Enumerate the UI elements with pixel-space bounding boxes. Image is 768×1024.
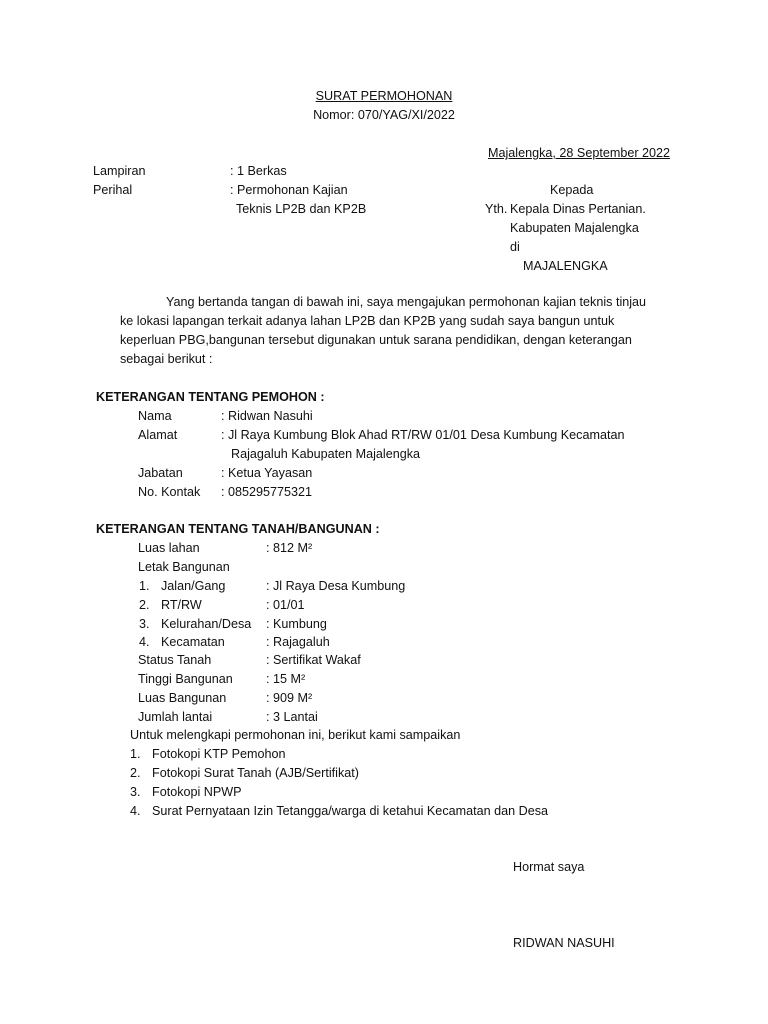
perihal-value-line1: : Permohonan Kajian — [230, 183, 348, 197]
letak-item-value: : 01/01 — [266, 598, 305, 612]
jumlah-lantai-label: Jumlah lantai — [138, 710, 213, 724]
letak-num: 3. — [139, 617, 150, 631]
attachment-item: Fotokopi NPWP — [152, 785, 242, 799]
closing-salutation: Hormat saya — [513, 860, 585, 874]
applicant-alamat-value: : Jl Raya Kumbung Blok Ahad RT/RW 01/01 Desa Kumbung Kecamatan — [221, 428, 625, 442]
luas-lahan-value: : 812 M² — [266, 541, 313, 555]
perihal-label: Perihal — [93, 183, 133, 197]
applicant-alamat-value2: Rajagaluh Kabupaten Majalengka — [231, 447, 421, 461]
letak-num: 1. — [139, 579, 150, 593]
place-date: Majalengka, 28 September 2022 — [488, 146, 671, 160]
letak-item-value: : Kumbung — [266, 617, 327, 631]
status-tanah-label: Status Tanah — [138, 653, 212, 667]
luas-lahan-label: Luas lahan — [138, 541, 200, 555]
attachments-intro: Untuk melengkapi permohonan ini, berikut kami sampaikan — [130, 728, 461, 742]
recipient-line4: MAJALENGKA — [523, 259, 608, 273]
applicant-jabatan-label: Jabatan — [138, 466, 183, 480]
lampiran-value: : 1 Berkas — [230, 164, 287, 178]
letak-item-label: Kecamatan — [161, 635, 225, 649]
attachment-item: Fotokopi KTP Pemohon — [152, 747, 286, 761]
intro-line3: keperluan PBG,bangunan tersebut digunakan untuk sarana pendidikan, dengan keterangan — [120, 333, 632, 347]
lampiran-label: Lampiran — [93, 164, 146, 178]
luas-bangunan-value: : 909 M² — [266, 691, 313, 705]
attachment-num: 1. — [130, 747, 141, 761]
recipient-yth: Yth. — [485, 202, 508, 216]
letak-num: 2. — [139, 598, 150, 612]
attachment-num: 3. — [130, 785, 141, 799]
jumlah-lantai-value: : 3 Lantai — [266, 710, 318, 724]
letak-item-value: : Jl Raya Desa Kumbung — [266, 579, 406, 593]
applicant-heading: KETERANGAN TENTANG PEMOHON : — [96, 390, 325, 404]
applicant-alamat-label: Alamat — [138, 428, 178, 442]
attachment-num: 2. — [130, 766, 141, 780]
applicant-kontak-value: : 085295775321 — [221, 485, 313, 499]
recipient-kepada: Kepada — [550, 183, 594, 197]
luas-bangunan-label: Luas Bangunan — [138, 691, 227, 705]
letak-item-label: Kelurahan/Desa — [161, 617, 252, 631]
intro-line4: sebagai berikut : — [120, 352, 213, 366]
attachment-item: Fotokopi Surat Tanah (AJB/Sertifikat) — [152, 766, 359, 780]
recipient-line2: Kabupaten Majalengka — [510, 221, 639, 235]
letak-item-label: Jalan/Gang — [161, 579, 226, 593]
status-tanah-value: : Sertifikat Wakaf — [266, 653, 361, 667]
signer-name: RIDWAN NASUHI — [513, 936, 615, 950]
applicant-nama-label: Nama — [138, 409, 172, 423]
intro-line1: Yang bertanda tangan di bawah ini, saya mengajukan permohonan kajian teknis tinjau — [166, 295, 647, 309]
applicant-jabatan-value: : Ketua Yayasan — [221, 466, 313, 480]
attachment-num: 4. — [130, 804, 141, 818]
letak-label: Letak Bangunan — [138, 560, 230, 574]
applicant-kontak-label: No. Kontak — [138, 485, 201, 499]
letter-title: SURAT PERMOHONAN — [315, 89, 453, 103]
letak-num: 4. — [139, 635, 150, 649]
letter-number: Nomor: 070/YAG/XI/2022 — [313, 108, 455, 122]
recipient-line3: di — [510, 240, 520, 254]
attachment-item: Surat Pernyataan Izin Tetangga/warga di ketahui Kecamatan dan Desa — [152, 804, 549, 818]
land-heading: KETERANGAN TENTANG TANAH/BANGUNAN : — [96, 522, 380, 536]
tinggi-value: : 15 M² — [266, 672, 306, 686]
tinggi-label: Tinggi Bangunan — [138, 672, 233, 686]
recipient-line1: Kepala Dinas Pertanian. — [510, 202, 646, 216]
letak-item-label: RT/RW — [161, 598, 202, 612]
applicant-nama-value: : Ridwan Nasuhi — [221, 409, 313, 423]
letak-item-value: : Rajagaluh — [266, 635, 330, 649]
perihal-value-line2: Teknis LP2B dan KP2B — [236, 202, 367, 216]
intro-line2: ke lokasi lapangan terkait adanya lahan LP2B dan KP2B yang sudah saya bangun untuk — [120, 314, 615, 328]
